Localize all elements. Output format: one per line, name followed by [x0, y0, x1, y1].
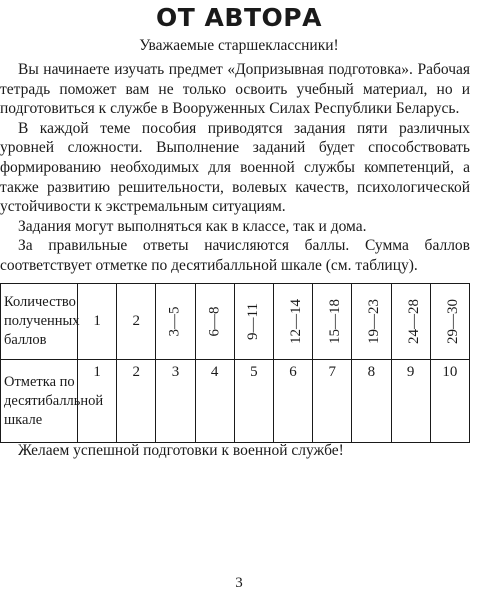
table-row [1, 360, 470, 443]
points-cell: 3—5 [156, 284, 195, 360]
grade-cell: 7 [313, 360, 352, 443]
page-title: ОТ АВТОРА [156, 3, 322, 32]
points-cell: 12—14 [273, 284, 312, 360]
grade-cell: 10 [430, 360, 469, 443]
table-row [1, 284, 470, 360]
greeting: Уважаемые старшеклассники! [139, 37, 339, 54]
grade-cell: 6 [273, 360, 312, 443]
paragraph: Задания могут выполняться как в классе, так и дома. [18, 217, 367, 235]
grading-table [0, 283, 470, 443]
row-header-points: Количество полученных баллов [1, 284, 78, 360]
points-cell: 29—30 [430, 284, 469, 360]
points-cell: 9—11 [234, 284, 273, 360]
points-cell: 15—18 [313, 284, 352, 360]
grade-cell: 4 [195, 360, 234, 443]
paragraph: За правильные ответы начисляются баллы. Сумма баллов соответствует отметке по десятибалльной шкале (см. таблицу). [0, 237, 470, 274]
points-cell: 24—28 [391, 284, 430, 360]
grade-cell: 5 [234, 360, 273, 443]
paragraph: Вы начинаете изучать предмет «Допризывная подготовка». Рабочая тетрадь поможет вам не только освоить учебный материал, но и подготовиться к службе в Вооруженных Силах Республики Беларусь. [0, 61, 470, 118]
grade-cell: 2 [117, 360, 156, 443]
grade-cell: 9 [391, 360, 430, 443]
closing-line: Желаем успешной подготовки к военной службе! [18, 442, 344, 459]
body-text [0, 60, 470, 276]
grade-cell: 8 [352, 360, 391, 443]
points-cell: 1 [78, 284, 117, 360]
paragraph: В каждой теме пособия приводятся задания пяти различных уровней сложности. Выполнение заданий будет способствовать формированию необходимых для военной службы компетенций, а также развитию решительности, волевых качеств, психологической устойчивости к экстремальным ситуациям. [0, 119, 470, 216]
grade-cell: 1 [78, 360, 117, 443]
row-header-grade: Отметка по десятибалльной шкале [1, 360, 78, 443]
points-cell: 6—8 [195, 284, 234, 360]
points-cell: 19—23 [352, 284, 391, 360]
points-cell: 2 [117, 284, 156, 360]
page-number: 3 [235, 575, 243, 591]
grade-cell: 3 [156, 360, 195, 443]
